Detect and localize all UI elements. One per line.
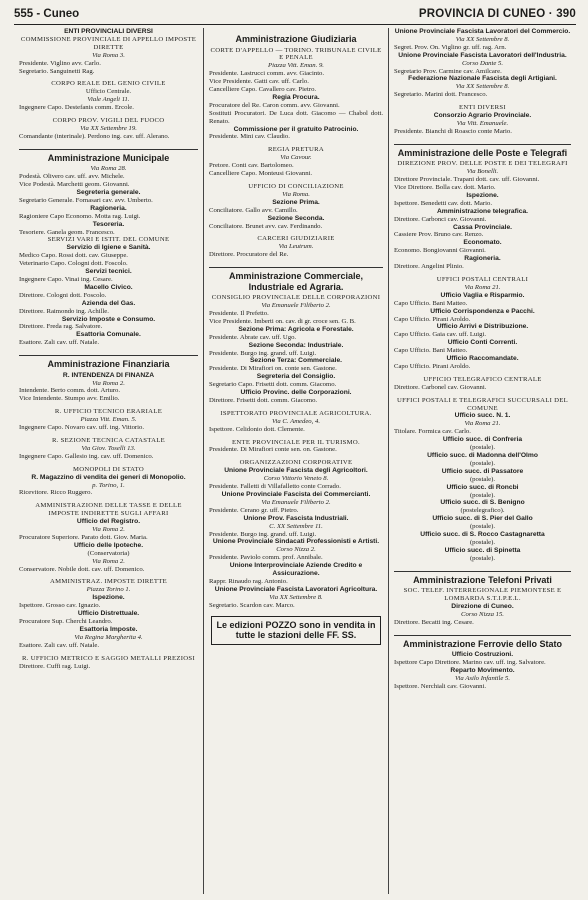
entry-line: Ispettore. Benedetti cav. dott. Mario. (394, 199, 492, 207)
entry-line: Direttore Provinciale. Trapani dott. cav. uff. Giovanni. (394, 176, 540, 184)
entry-line: Ragioniere Capo Economo. Motta rag. Luigi. (19, 212, 141, 220)
column-3 (389, 28, 576, 894)
entry-line: Ufficio Provinc. delle Corporazioni. (240, 389, 352, 397)
entry-line: Vice Podestà. Marchetti geom. Giovanni. (19, 181, 130, 189)
entry-line: Ingegnere Capo. Gallesio ing. cav. uff. Domenico. (19, 452, 154, 460)
entry-line: Federazione Nazionale Fascista degli Artigiani. (408, 75, 557, 83)
entry-line: Segreteria del Consiglio. (256, 373, 336, 381)
entry-line: Presidente. Cerano gr. uff. Pietro. (209, 506, 299, 514)
entry-line: Ufficio succ. di S. Rocco Castagnaretta (420, 531, 545, 539)
entry-line: Segretario. Marini dott. Francesco. (394, 91, 488, 99)
entry-line: Direttore. Raimondo ing. Achille. (19, 307, 109, 315)
entry-line: Presidente. Burgo ing. grand. uff. Luigi. (209, 349, 317, 357)
entry-line: Direttore. Angelini Plinio. (394, 263, 464, 271)
entry-line: Direttore. Carbonci cav. Giovanni. (394, 215, 487, 223)
entry-line: Presidente. Bianchi di Roascio conte Mario. (394, 127, 512, 135)
entry-line: Ispettore. Nerchiali cav. Giovanni. (394, 682, 487, 690)
entry-line: Capo Ufficio. Pirani Aroldo. (394, 362, 471, 370)
entry-line: Segretario. Sanguinetti Rag. (19, 67, 95, 75)
entry-line: Tesoriere. Ganela geom. Francesco. (19, 228, 115, 236)
entry-line: Servizi tecnici. (85, 268, 132, 276)
entry-line: Medico Capo. Rossi dott. cav. Giuseppe. (19, 252, 128, 260)
entry-line: Ufficio succ. di Spinetta (444, 546, 521, 554)
entry-line: Amministrazione delle Poste e Telegrafi (394, 144, 571, 159)
entry-line: Ufficio Centrale. (85, 88, 132, 96)
entry-line: UFFICIO TELEGRAFICO CENTRALE (423, 375, 542, 383)
entry-line: Via Regina Margherita 4. (74, 633, 143, 641)
pozzo-ad-banner: Le edizioni POZZO sono in vendita in tutte le stazioni delle FF. SS. (211, 616, 381, 645)
entry-line: Veterinario Capo. Cologni dott. Foscolo. (19, 260, 128, 268)
entry-line: Amministrazione Finanziaria (19, 355, 198, 370)
entry-line: Ufficio succ. di Confreria (442, 436, 523, 444)
entry-line: C. XX Settembre 11. (269, 522, 323, 530)
entry-line: Via C. Amedeo, 4. (271, 417, 321, 425)
entry-line: Capo Ufficio. Pirani Aroldo. (394, 315, 471, 323)
entry-line: Corso Nizza 15. (461, 610, 504, 618)
entry-line: Sezione Seconda. (267, 214, 325, 222)
entry-line: Via Roma 21. (464, 420, 501, 428)
entry-line: Podestà. Olivero cav. uff. avv. Michele. (19, 173, 125, 181)
entry-line: Procuratore Sup. Cherchi Leandro. (19, 618, 113, 625)
entry-line: Via Roma 3. (92, 51, 125, 59)
entry-line: Unione Provinciale Sindacati Professionisti e Artisti. (212, 538, 380, 546)
entry-line: (postale). (469, 491, 496, 499)
entry-line: Via Giov. Toselli 13. (81, 444, 136, 452)
entry-line: (postelegrafico). (460, 507, 505, 515)
entry-line: Via Leutrum. (278, 243, 314, 251)
entry-line: Sostituti Procuratori. De Luca dott. Giacomo — Chabol dott. Renato. (209, 109, 383, 125)
entry-line: SERVIZI VARI E ISTIT. DEL COMUNE (47, 236, 170, 244)
entry-line: Economato. (463, 239, 502, 247)
entry-line: Esattore. Zali cav. uff. Natale. (19, 339, 100, 347)
entry-line: p. Torino, 1. (92, 481, 125, 489)
entry-line: Via XX Settembre 8. (455, 35, 510, 43)
entry-line: Amministrazione Municipale (19, 149, 198, 164)
entry-line: Presidente. Di Mirafiori conte sen. on. Gastone. (209, 446, 337, 454)
entry-line: Ufficio Costruzioni. (451, 651, 514, 659)
entry-line: Conciliatore. Brunet avv. cav. Ferdinando. (209, 222, 323, 230)
entry-line: COMMISSIONE PROVINCIALE DI APPELLO IMPOSTE DIRETTE (20, 35, 197, 51)
entry-line: Ragioneria. (90, 204, 127, 212)
entry-line: Presidente. Burgo ing. grand. uff. Luigi. (209, 530, 317, 538)
entry-line: Piazza Vitt. Eman. 5. (80, 416, 137, 424)
entry-line: Presidente. Il Prefetto. (209, 309, 269, 317)
entry-line: Piazza Vitt. Eman. 9. (268, 62, 324, 70)
entry-line: Ufficio delle Ipoteche. (73, 541, 144, 549)
entry-line: (postale). (469, 554, 496, 562)
entry-line: Presidente. Lastrucci comm. avv. Giacinto. (209, 70, 325, 78)
entry-line: Presidente. Mini cav. Claudio. (209, 133, 290, 141)
entry-line: Vice Direttore. Bolla cav. dott. Mario. (394, 184, 496, 191)
entry-line: Titolare. Formica cav. Carlo. (394, 428, 471, 436)
entry-line: (Conservatoria) (87, 549, 130, 557)
entry-line: Ufficio succ. di Roncbi (446, 483, 519, 491)
entry-line: Intendente. Berto comm. dott. Arturo. (19, 387, 121, 395)
entry-line: MONOPOLI DI STATO (73, 465, 144, 473)
entry-line: CONSIGLIO PROVINCIALE DELLE CORPORAZIONI (211, 294, 381, 302)
entry-line: Rappr. Rinaudo rag. Antonio. (209, 577, 288, 585)
entry-line: Segretario. Scardon cav. Marco. (209, 601, 295, 609)
entry-line: Unione Interprovinciale Aziende Credito e Assicurazione. (229, 562, 363, 578)
entry-line: Procuratore Superiore. Parato dott. Giov. Maria. (19, 533, 148, 541)
entry-line: Ragioneria. (464, 255, 501, 263)
entry-line: ENTE PROVINCIALE PER IL TURISMO. (232, 438, 360, 446)
page-number: 555 - Cuneo (14, 8, 80, 20)
entry-line: Capo Ufficio. Bani Matteo. (394, 347, 468, 355)
entry-line: Presidente. Paviolo comm. prof. Annibale. (209, 554, 323, 562)
entry-line: Consorzio Agrario Provinciale. (433, 112, 532, 120)
entry-line: Regia Procura. (272, 93, 320, 101)
entry-line: Cancelliere Capo. Cavallero cav. Pietro. (209, 86, 317, 94)
entry-line: Ingegnere Capo. Vinai ing. Cesare. (19, 275, 113, 283)
entry-line: Direttore. Frisetti dott. comm. Giacomo. (209, 396, 318, 404)
entry-line: CORPO REALE DEL GENIO CIVILE (51, 80, 166, 88)
entry-line: Direttore. Carbonel cav. Giovanni. (394, 383, 487, 391)
entry-line: Unione Provinciale Fascista degli Agricoltori. (224, 467, 368, 475)
entry-line: Ispezione. (466, 191, 499, 199)
entry-line: Ufficio succ. di Madonna dell'Olmo (427, 452, 538, 459)
entry-line: Via XX Settembre 8. (455, 83, 510, 91)
entry-line: Via XX Settembre 8. (269, 593, 323, 601)
entry-line: Unione Provinciale Fascista Lavoratori dell'Industria. (398, 51, 567, 59)
entry-line: Ufficio Raccomandate. (446, 355, 519, 363)
entry-line: Ufficio Vaglia e Risparmio. (440, 291, 525, 299)
entry-line: Via Bonelli. (466, 168, 499, 176)
entry-line: Via Roma 28. (90, 165, 127, 173)
entry-line: Unione Prov. Fascista Industriali. (243, 514, 349, 522)
entry-line: Commissione per il gratuito Patrocinio. (233, 125, 359, 133)
entry-line: Ufficio Corrispondenza e Pacchi. (430, 307, 535, 315)
entry-line: Cassa Provinciale. (452, 223, 513, 231)
entry-line: Macello Civico. (84, 283, 133, 291)
entry-line: Esattoria Imposte. (79, 625, 138, 633)
entry-line: UFFICI POSTALI E TELEGRAFICI SUCCURSALI DEL COMUNE (396, 396, 569, 412)
entry-line: Ufficio del Registro. (76, 518, 141, 526)
entry-line: Vice Presidente. Imberti on. cav. di gr. croce sen. G. B. (209, 317, 356, 325)
entry-line: Amministrazione Ferrovie dello Stato (394, 635, 571, 650)
entry-line: Ufficio succ. di S. Benigno (440, 499, 525, 507)
entry-line: Ispettore Capo Direttore. Marino cav. uff. ing. Salvatore. (394, 659, 546, 667)
entry-line: Ufficio Arrivi e Distribuzione. (436, 323, 529, 331)
entry-line: Ispettore. Grosso cav. Ignazio. (19, 602, 101, 610)
entry-line: SOC. TELEF. INTERREGIONALE PIEMONTESE E LOMBARDA S.T.I.P.E.L. (403, 587, 562, 603)
entry-line: Via XX Settembre 19. (80, 124, 137, 132)
entry-line: Esattoria Comunale. (76, 331, 141, 339)
column-1 (14, 28, 204, 894)
running-title: PROVINCIA DI CUNEO · 390 (418, 8, 576, 20)
entry-line: Ufficio succ. di S. Pier del Gallo (432, 515, 533, 523)
entry-line: REGIA PRETURA (267, 146, 325, 154)
entry-line: Vice Intendente. Stumpo avv. Emilio. (19, 395, 120, 403)
entry-line: Capo Ufficio. Gaia cav. uff. Luigi. (394, 331, 486, 339)
entry-line: Direttore. Cologni dott. Foscolo. (19, 291, 107, 299)
entry-line: Segretario Prov. Carmine cav. Amilcare. (394, 67, 502, 75)
entry-line: Sezione Seconda: Industriale. (248, 341, 344, 349)
entry-line: Segreteria generale. (76, 189, 141, 196)
entry-line: AMMINISTRAZ. IMPOSTE DIRETTE (49, 578, 168, 586)
entry-line: Presidente. Falletti di Villafalletto conte Corrado. (209, 483, 341, 491)
entry-line: R. INTENDENZA DI FINANZA (62, 371, 155, 379)
entry-line: Conservatore. Nobile dott. cav. uff. Domenico. (19, 565, 145, 573)
entry-line: Conciliatore. Gallo avv. Camillo. (209, 206, 298, 214)
entry-line: Corso Nizza 2. (276, 546, 316, 554)
entry-line: Corso Vittorio Veneto 8. (263, 475, 329, 483)
entry-line: Direzione di Cuneo. (451, 603, 514, 610)
entry-line: ISPETTORATO PROVINCIALE AGRICOLTURA. (220, 409, 372, 417)
entry-line: Ufficio succ. di Passatore (441, 467, 524, 475)
entry-line: ENTI PROVINCIALI DIVERSI (64, 28, 153, 35)
entry-line: UFFICIO DI CONCILIAZIONE (248, 183, 344, 190)
entry-line: ENTI DIVERSI (459, 104, 506, 112)
entry-line: Via Emanuele Filiberto 2. (261, 302, 331, 310)
entry-line: Capo Ufficio. Bani Matteo. (394, 299, 468, 307)
entry-line: CORTE D'APPELLO — TORINO. TRIBUNALE CIVILE E PENALE (210, 46, 382, 62)
entry-line: Via Roma. (282, 190, 310, 198)
entry-line: Via Vitt. Emanuele. (456, 119, 509, 127)
entry-line: Viale Angeli 11. (87, 96, 130, 104)
entry-line: Ingegnere Capo. Novaro cav. uff. ing. Vittorio. (19, 424, 145, 432)
entry-line: Via Roma 2. (92, 379, 125, 387)
entry-line: Direttore. Freda rag. Salvatore. (19, 323, 103, 331)
entry-line: Sezione Prima: Agricola e Forestale. (238, 325, 354, 333)
entry-line: Procuratore del Re. Caron comm. avv. Giovanni. (209, 101, 340, 109)
entry-line: Segretario Capo. Frisetti dott. comm. Giacomo. (209, 381, 337, 389)
entry-line: Ispettore. Celidonio dott. Clemente. (209, 425, 305, 433)
page-header (14, 4, 576, 25)
entry-line: (postale). (469, 475, 496, 483)
entry-line: Amministrazione Giudiziaria (235, 34, 357, 44)
entry-line: Ufficio Conti Correnti. (447, 339, 518, 347)
entry-line: Comandante (interinale). Perdono ing. cav. uff. Alerano. (19, 132, 170, 140)
entry-line: Via Roma 21. (464, 283, 501, 291)
entry-line: Direttore. Becatti ing. Cesare. (394, 618, 474, 626)
entry-line: Amministrazione Commerciale, Industriale ed Agraria. (209, 267, 383, 292)
entry-line: Economo. Bongiovanni Giovanni. (394, 247, 486, 255)
entry-line: Sezione Terza: Commerciale. (249, 357, 343, 365)
entry-line: DIREZIONE PROV. DELLE POSTE E DEI TELEGRAFI (397, 160, 568, 168)
entry-line: CORPO PROV. VIGILI DEL FUOCO (52, 117, 165, 125)
entry-line: Ispezione. (92, 594, 125, 602)
column-2 (204, 28, 389, 894)
entry-line: (postale). (469, 538, 496, 546)
entry-line: Unione Provinciale Fascista dei Commercianti. (221, 491, 371, 498)
entry-line: Piazza Torino 1. (86, 586, 131, 594)
entry-line: Direttore. Procuratore del Re. (209, 251, 289, 259)
entry-line: Ingegnere Capo. Destefanis comm. Ercole. (19, 104, 134, 112)
entry-line: Presidente. Di Mirafiori on. conte sen. Gastone. (209, 365, 337, 373)
entry-line: Via Roma 2. (92, 526, 125, 534)
entry-line: (postale). (469, 444, 496, 452)
entry-line: Esattore. Zali cav. uff. Natale. (19, 641, 100, 649)
entry-line: Amministrazione Telefoni Privati (394, 571, 571, 586)
entry-line: Direttore. Cuffi rag. Luigi. (19, 662, 91, 670)
entry-line: Ufficio Distrettuale. (77, 610, 140, 618)
entry-line: R. UFFICIO TECNICO ERARIALE (54, 408, 163, 416)
entry-line: R. SEZIONE TECNICA CATASTALE (51, 436, 166, 444)
entry-line: Segretario Generale. Fornasari cav. avv. Umberto. (19, 196, 153, 204)
entry-line: Amministrazione telegrafica. (436, 207, 529, 215)
entry-line: Cassiere Prov. Bruno cav. Renzo. (394, 231, 484, 239)
entry-line: Via Asilo Infantile 5. (454, 674, 511, 682)
entry-line: Ricevitore. Ricco Ruggero. (19, 489, 93, 497)
entry-line: Corso Dante 5. (461, 59, 504, 67)
entry-line: AMMINISTRAZIONE DELLE TASSE E DELLE IMPOSTE INDIRETTE SUGLI AFFARI (35, 502, 182, 518)
entry-line: Presidente. Viglino avv. Carlo. (19, 59, 101, 67)
entry-line: Tesoreria. (92, 220, 125, 228)
entry-line: Sezione Prima. (272, 198, 320, 206)
entry-line: Reparto Movimento. (450, 667, 515, 675)
entry-line: Pretore. Conti cav. Bartolomeo. (209, 162, 294, 170)
entry-line: Via Cavour. (280, 154, 312, 162)
entry-line: R. UFFICIO METRICO E SAGGIO METALLI PREZIOSI (22, 654, 195, 662)
entry-line: UFFICI POSTALI CENTRALI (436, 275, 529, 283)
entry-line: Servizio di Igiene e Sanità. (66, 244, 151, 252)
entry-line: Via Roma 2. (92, 557, 125, 565)
entry-line: Unione Provinciale Fascista Lavoratori del Commercio. (394, 28, 571, 35)
directory-columns (14, 28, 576, 894)
entry-line: Cancelliere Capo. Monteusi Giovanni. (209, 170, 313, 178)
entry-line: Servizio Imposte e Consumo. (61, 315, 156, 323)
entry-line: Via Emanuele Filiberto 2. (261, 498, 331, 506)
entry-line: Presidente. Abrate cav. uff. Ugo. (209, 333, 297, 341)
entry-line: R. Magazzino di vendita dei generi di Monopolio. (31, 473, 186, 481)
entry-line: CARCERI GIUDIZIARIE (257, 235, 335, 243)
entry-line: Segret. Prov. On. Viglino gr. uff. rag. Arn. (394, 43, 507, 51)
entry-line: Unione Provinciale Fascista Lavoratori Agricoltura. (214, 585, 378, 593)
entry-line: (postale). (469, 459, 496, 467)
entry-line: Ufficio succ. N. 1. (454, 412, 511, 420)
entry-line: Azienda del Gas. (81, 299, 136, 307)
entry-line: Vice Presidente. Gatti cav. uff. Carlo. (209, 78, 309, 86)
entry-line: ORGANIZZAZIONI CORPORATIVE (239, 459, 353, 467)
entry-line: (postale). (469, 523, 496, 531)
